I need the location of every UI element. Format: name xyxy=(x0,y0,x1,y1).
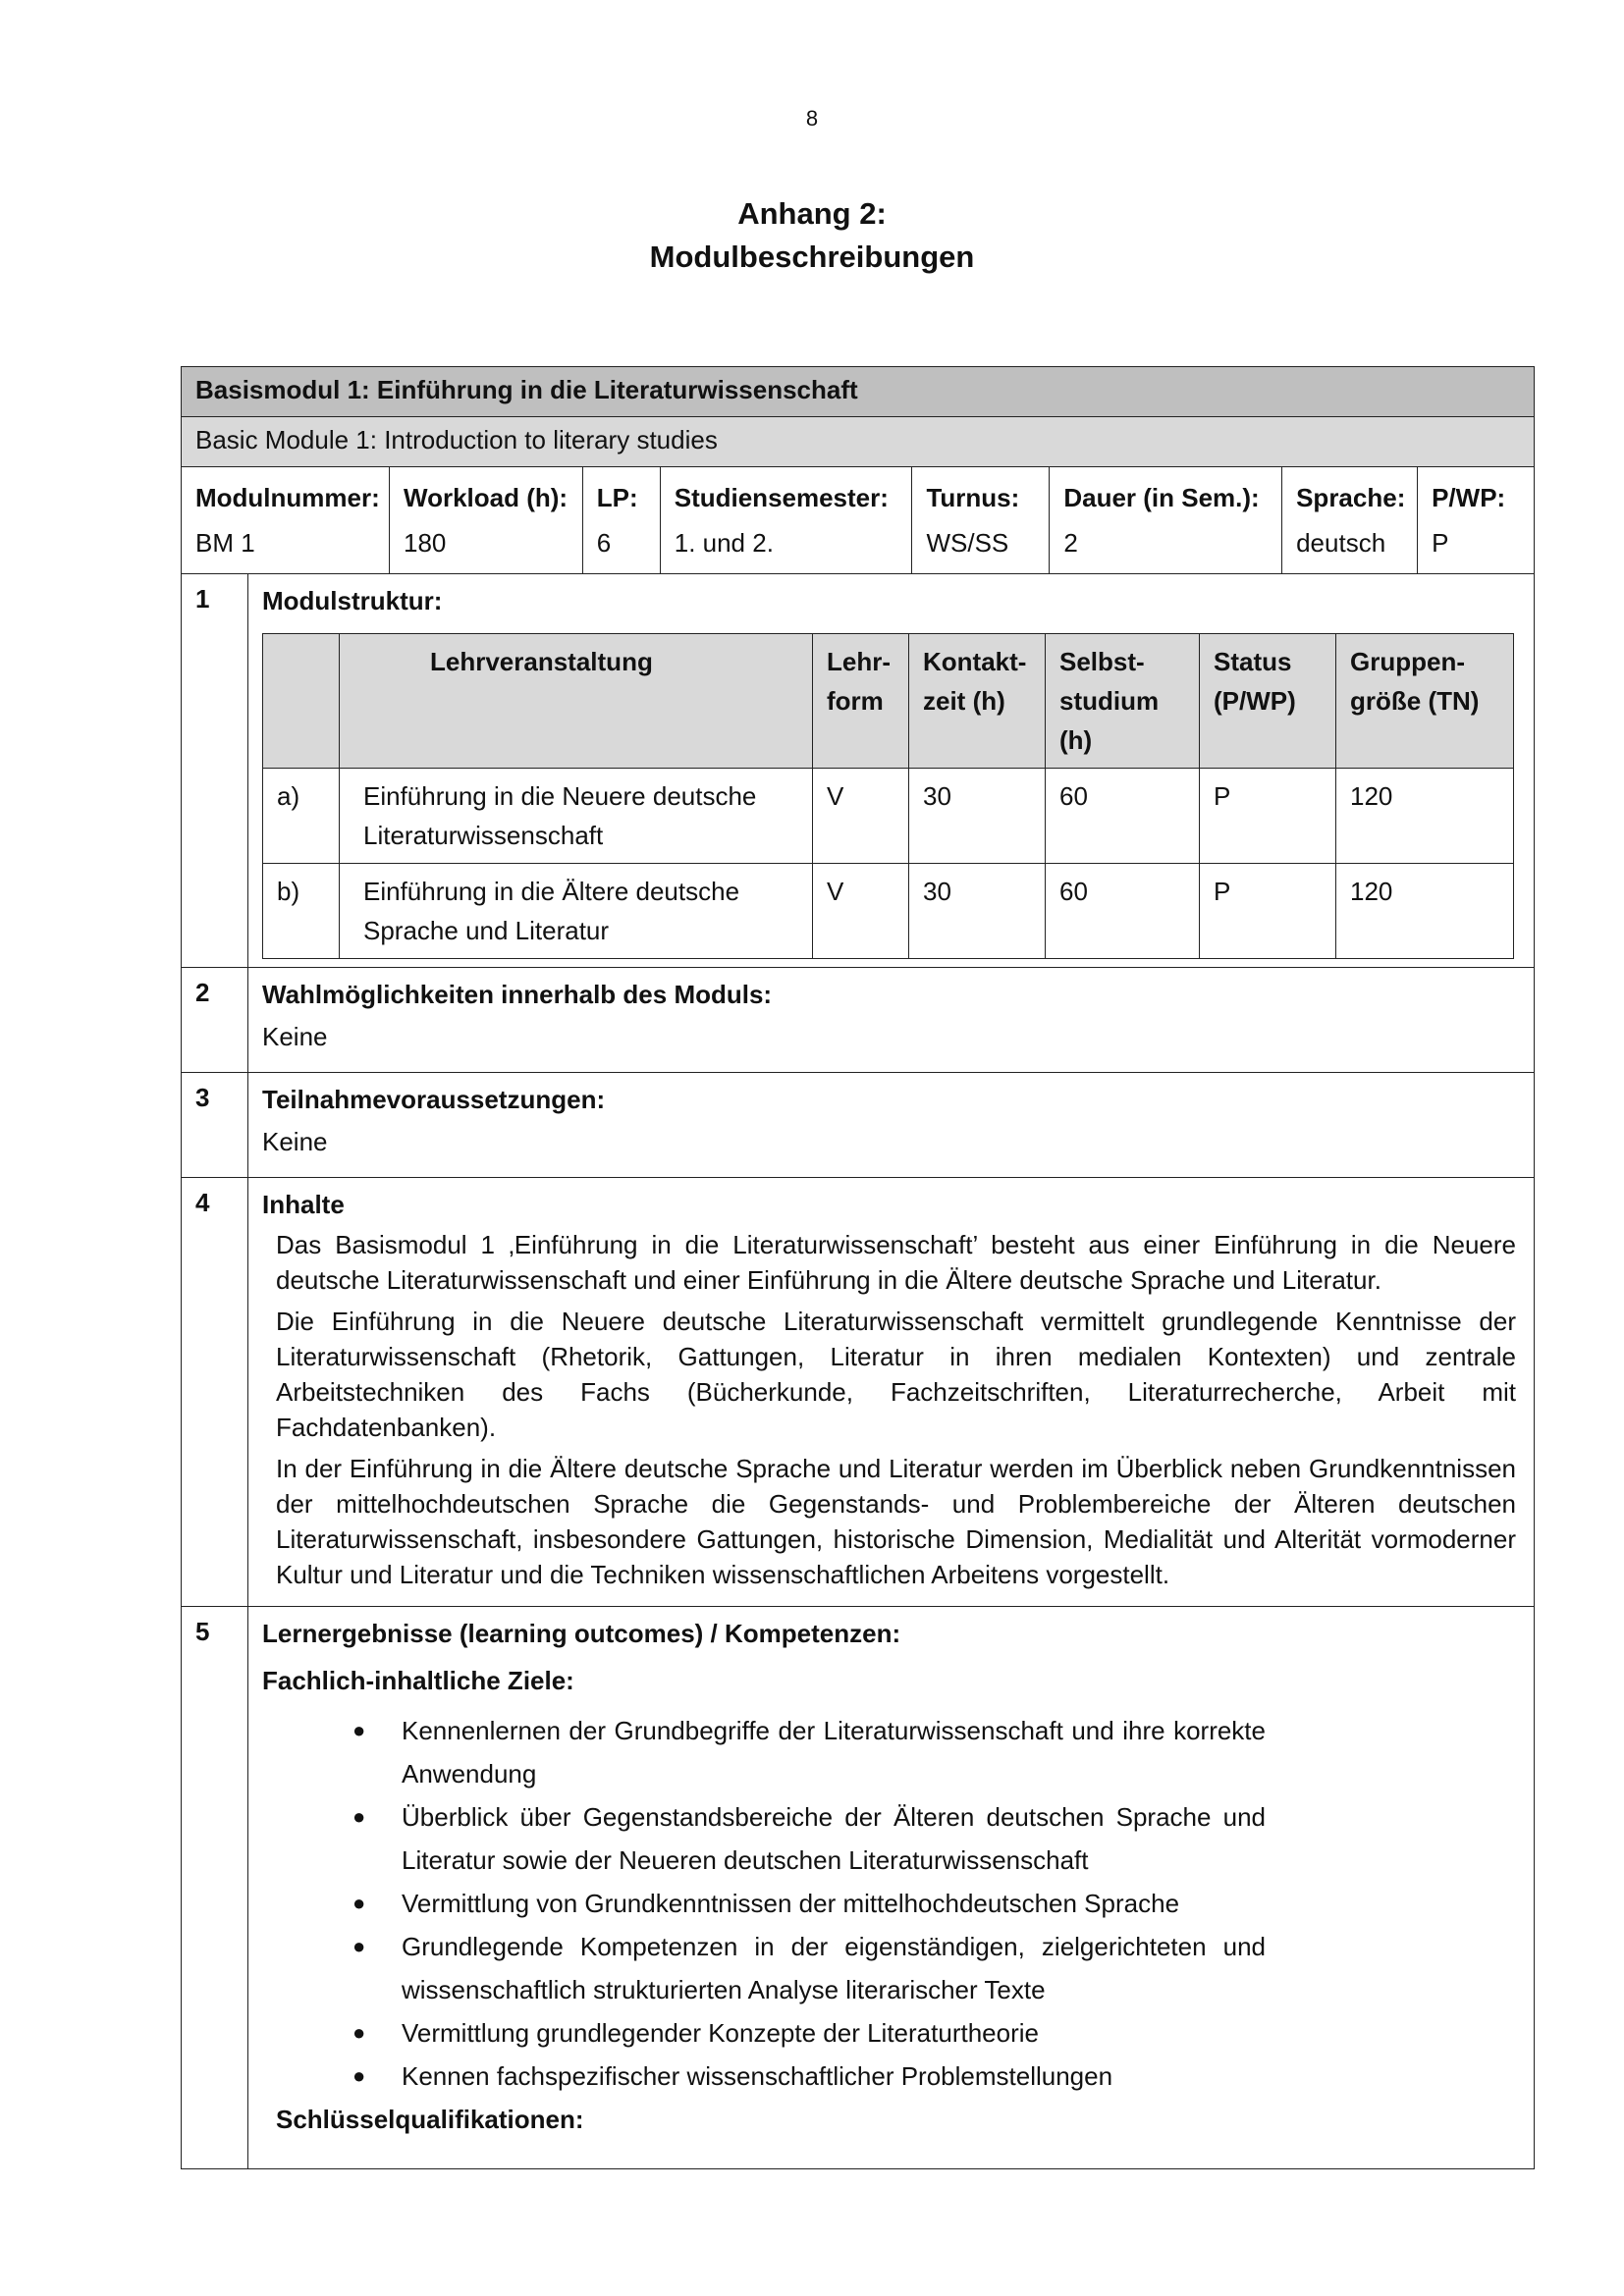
meta-pwp: P/WP: P xyxy=(1432,483,1506,558)
list-item: ● Kennenlernen der Grundbegriffe der Literaturwissenschaft und ihre korrekte Anwendung xyxy=(352,1709,1266,1795)
section-2 xyxy=(182,968,1535,1073)
course-status: P xyxy=(1200,769,1336,864)
course-form: V xyxy=(813,769,909,864)
content-paragraph: Das Basismodul 1 ‚Einführung in die Literaturwissenschaft’ besteht aus einer Einführung in die Neuere deutsche Literaturwissenschaft und einer Einführung in die Ältere deutsche Sprache und Literatur. xyxy=(276,1230,1516,1295)
section-4-heading: Inhalte xyxy=(262,1190,345,1219)
section-5-number: 5 xyxy=(182,1607,248,2169)
section-1 xyxy=(182,574,1535,968)
list-item: ● Vermittlung grundlegender Konzepte der Literaturtheorie xyxy=(352,2011,1266,2055)
bullet-icon: ● xyxy=(352,2063,366,2088)
module-title-en: Basic Module 1: Introduction to literary studies xyxy=(182,417,1535,467)
course-name: Einführung in die Neuere deutsche Literaturwissenschaft xyxy=(340,769,813,864)
page-number: 8 xyxy=(805,106,819,131)
section-3-number: 3 xyxy=(182,1073,248,1178)
th-group: Gruppen- größe (TN) xyxy=(1336,634,1514,769)
section-5 xyxy=(182,1607,1535,2169)
title-line-1: Anhang 2: xyxy=(737,196,887,231)
bullet-icon: ● xyxy=(352,1718,366,1742)
th-contact: Kontakt- zeit (h) xyxy=(909,634,1046,769)
meta-turnus: Turnus: WS/SS xyxy=(912,467,1050,573)
meta-sprache: Sprache: deutsch xyxy=(1282,467,1418,573)
section-1-number: 1 xyxy=(182,574,248,968)
course-self: 60 xyxy=(1046,769,1200,864)
title-line-2: Modulbeschreibungen xyxy=(649,240,975,274)
course-key: a) xyxy=(263,769,340,864)
th-form: Lehr- form xyxy=(813,634,909,769)
section-5-heading: Lernergebnisse (learning outcomes) / Kompetenzen: xyxy=(262,1619,901,1648)
meta-modulnummer: Modulnummer: BM 1 xyxy=(182,467,390,573)
outcomes-list xyxy=(352,1709,1266,2098)
th-status: Status (P/WP) xyxy=(1200,634,1336,769)
th-self: Selbst- studium (h) xyxy=(1046,634,1200,769)
section-1-heading: Modulstruktur: xyxy=(262,586,443,615)
course-table-header xyxy=(263,634,1514,769)
module-meta-row xyxy=(182,467,1535,574)
th-key xyxy=(263,634,340,769)
bullet-icon: ● xyxy=(352,1804,366,1829)
course-contact: 30 xyxy=(909,769,1046,864)
content-paragraph: Die Einführung in die Neuere deutsche Literaturwissenschaft vermittelt grundlegende Kenntnisse der Literaturwissenschaft (Rhetorik, Gattungen, Literatur in ihren medialen Kontexten) und zentrale Arbeitstechniken des Fachs (Bücherkunde, Fachzeitschriften, Literaturrecherche, Arbeit mit Fachdatenbanken). xyxy=(276,1307,1516,1442)
list-item: ● Vermittlung von Grundkenntnissen der mittelhochdeutschen Sprache xyxy=(352,1882,1266,1925)
list-item: ● Kennen fachspezifischer wissenschaftlicher Problemstellungen xyxy=(352,2055,1266,2098)
module-title-de: Basismodul 1: Einführung in die Literaturwissenschaft xyxy=(182,367,1535,417)
content-paragraph: In der Einführung in die Ältere deutsche Sprache und Literatur werden im Überblick neben Grundkenntnissen der mittelhochdeutschen Sprache die Gegenstands- und Problembereiche der Älteren deutschen Literaturwissenschaft, insbesondere Gattungen, historische Dimension, Medialität und Alterität vormoderner Kultur und Literatur und die Techniken wissenschaftlichen Arbeitens vorgestellt. xyxy=(276,1454,1516,1589)
section-3-body: Keine xyxy=(262,1127,328,1156)
th-course: Lehrveranstaltung xyxy=(340,634,813,769)
section-4 xyxy=(182,1178,1535,1607)
list-item: ● Überblick über Gegenstandsbereiche der Älteren deutschen Sprache und Literatur sowie der Neueren deutschen Literaturwissenschaft xyxy=(352,1795,1266,1882)
course-group: 120 xyxy=(1336,769,1514,864)
section-3-heading: Teilnahmevoraussetzungen: xyxy=(262,1085,606,1114)
course-status: P xyxy=(1200,864,1336,959)
key-qualifications-heading: Schlüsselqualifikationen: xyxy=(276,2105,584,2134)
section-5-subheading: Fachlich-inhaltliche Ziele: xyxy=(262,1666,574,1695)
meta-dauer: Dauer (in Sem.): 2 xyxy=(1050,467,1282,573)
course-row xyxy=(263,769,1514,864)
section-2-heading: Wahlmöglichkeiten innerhalb des Moduls: xyxy=(262,980,773,1009)
section-2-body: Keine xyxy=(262,1022,328,1051)
bullet-icon: ● xyxy=(352,2020,366,2045)
course-key: b) xyxy=(263,864,340,959)
course-self: 60 xyxy=(1046,864,1200,959)
meta-lp: LP: 6 xyxy=(583,467,661,573)
course-contact: 30 xyxy=(909,864,1046,959)
course-row xyxy=(263,864,1514,959)
course-group: 120 xyxy=(1336,864,1514,959)
bullet-icon: ● xyxy=(352,1934,366,1958)
course-form: V xyxy=(813,864,909,959)
course-table xyxy=(262,633,1514,959)
section-3 xyxy=(182,1073,1535,1178)
bullet-icon: ● xyxy=(352,1891,366,1915)
section-2-number: 2 xyxy=(182,968,248,1073)
list-item: ● Grundlegende Kompetenzen in der eigenständigen, zielgerichteten und wissenschaftlich strukturierten Analyse literarischer Texte xyxy=(352,1925,1266,2011)
section-4-number: 4 xyxy=(182,1178,248,1607)
module-table xyxy=(181,366,1535,2169)
course-name: Einführung in die Ältere deutsche Sprache und Literatur xyxy=(340,864,813,959)
meta-workload: Workload (h): 180 xyxy=(390,467,583,573)
page-title xyxy=(0,192,1624,279)
meta-studiensemester: Studiensemester: 1. und 2. xyxy=(661,467,913,573)
